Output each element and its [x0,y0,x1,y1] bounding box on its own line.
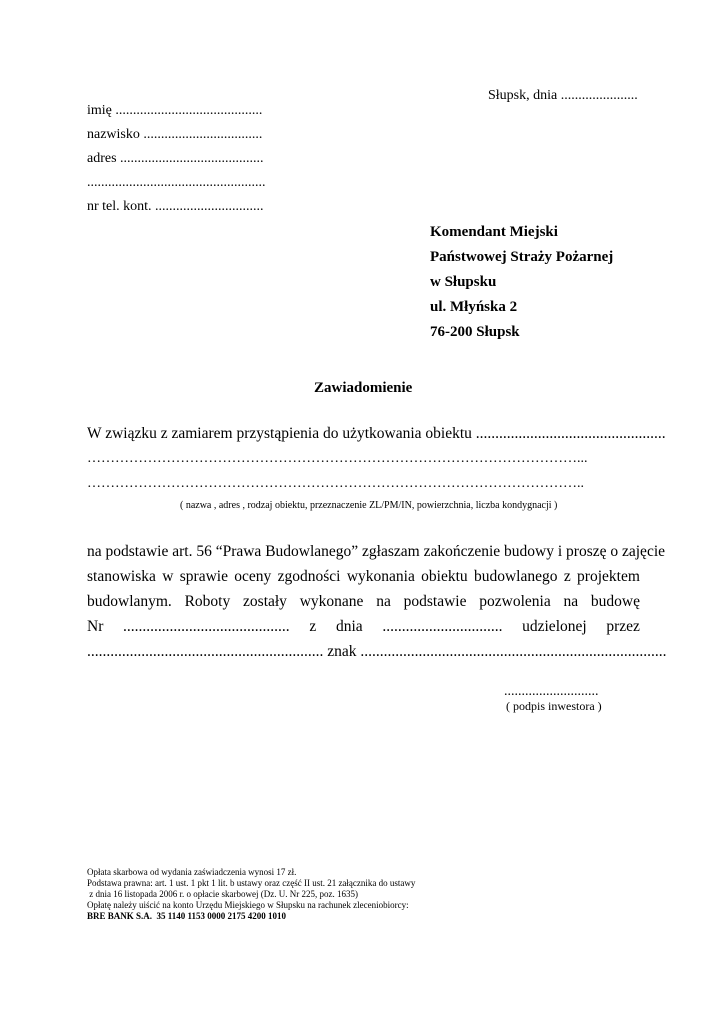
body-word: stanowiska [87,568,156,585]
body-word: na podstawie art. 56 “Prawa Budowlanego” zgłaszam zakończenie budowy i proszę o zajęcie [87,543,666,560]
body-word: zgodności [277,568,341,585]
footer-line-1: Opłata skarbowa od wydania zaświadczenia wynosi 17 zł. [87,867,297,877]
permit-number-field[interactable]: ........................................... [123,618,290,635]
sender-name-field[interactable]: imię .......................................... [87,103,263,118]
body-word: w [162,568,174,585]
footer-line-3: z dnia 16 listopada 2006 r. o opłacie skarbowej (Dz. U. Nr 225, poz. 1635) [87,889,358,899]
footer-line-4: Opłatę należy uiścić na konto Urzędu Miejskiego w Słupsku na rachunek zleceniobiorcy: [87,900,409,910]
intro-line[interactable]: W związku z zamiarem przystąpienia do użytkowania obiektu ................................................. [87,425,666,442]
object-caption: ( nazwa , adres , rodzaj obiektu, przeznaczenie ZL/PM/IN, powierzchnia, liczba kondygnacji ) [180,500,558,511]
body-word: dnia [335,618,363,635]
body-word: udzielonej [522,618,587,635]
body-word: podstawie [403,593,467,610]
sender-surname-field[interactable]: nazwisko .................................. [87,127,263,142]
sender-phone-field[interactable]: nr tel. kont. ............................... [87,199,264,214]
body-word: wykonane [299,593,364,610]
recipient-line-2: Państwowej Straży Pożarnej [430,249,614,265]
body-word: z [563,568,571,585]
body-word: z [309,618,317,635]
body-word: oceny [234,568,272,585]
body-line-3 [87,593,640,611]
body-word: budowlanego [473,568,558,585]
place-date: Słupsk, dnia ...................... [488,88,638,103]
permit-date-field[interactable]: ............................... [382,618,503,635]
recipient-line-5: 76-200 Słupsk [430,324,520,340]
body-word: pozwolenia [479,593,551,610]
issuer-reference-field[interactable]: ............................................................. znak ............................................................................... [87,643,667,660]
object-dots-line-2[interactable]: …………………………………………………………………………………………….. [87,476,584,491]
recipient-line-1: Komendant Miejski [430,224,558,240]
body-word: wykonania [346,568,415,585]
body-word: na [376,593,391,610]
body-line-4 [87,618,640,636]
body-word: przez [606,618,640,635]
body-line-2 [87,568,640,586]
body-word: na [563,593,579,610]
body-word: budowlanym. [87,593,172,610]
body-word: obiektu [421,568,468,585]
body-word: Roboty [184,593,231,610]
footer-line-2: Podstawa prawna: art. 1 ust. 1 pkt 1 lit. b ustawy oraz część II ust. 21 załącznika do ustawy [87,878,416,888]
recipient-line-4: ul. Młyńska 2 [430,299,518,315]
bank-account: BRE BANK S.A. 35 1140 1153 0000 2175 4200 1010 [87,911,287,921]
body-word: zostały [243,593,287,610]
body-word: budowę [590,593,640,610]
object-dots-line-1[interactable]: ……………………………………………………………………………………………... [87,451,588,466]
recipient-line-3: w Słupsku [430,274,497,290]
sender-address-field[interactable]: adres ......................................... [87,151,264,166]
body-line-1 [87,543,666,561]
body-word: sprawie [179,568,228,585]
body-word: Nr [87,618,104,635]
body-word: projektem [577,568,640,585]
sender-address-field-2[interactable]: ................................................... [87,175,266,190]
signature-label: ( podpis inwestora ) [506,699,602,713]
document-title: Zawiadomienie [314,380,413,396]
signature-field[interactable]: ........................... [504,684,599,699]
